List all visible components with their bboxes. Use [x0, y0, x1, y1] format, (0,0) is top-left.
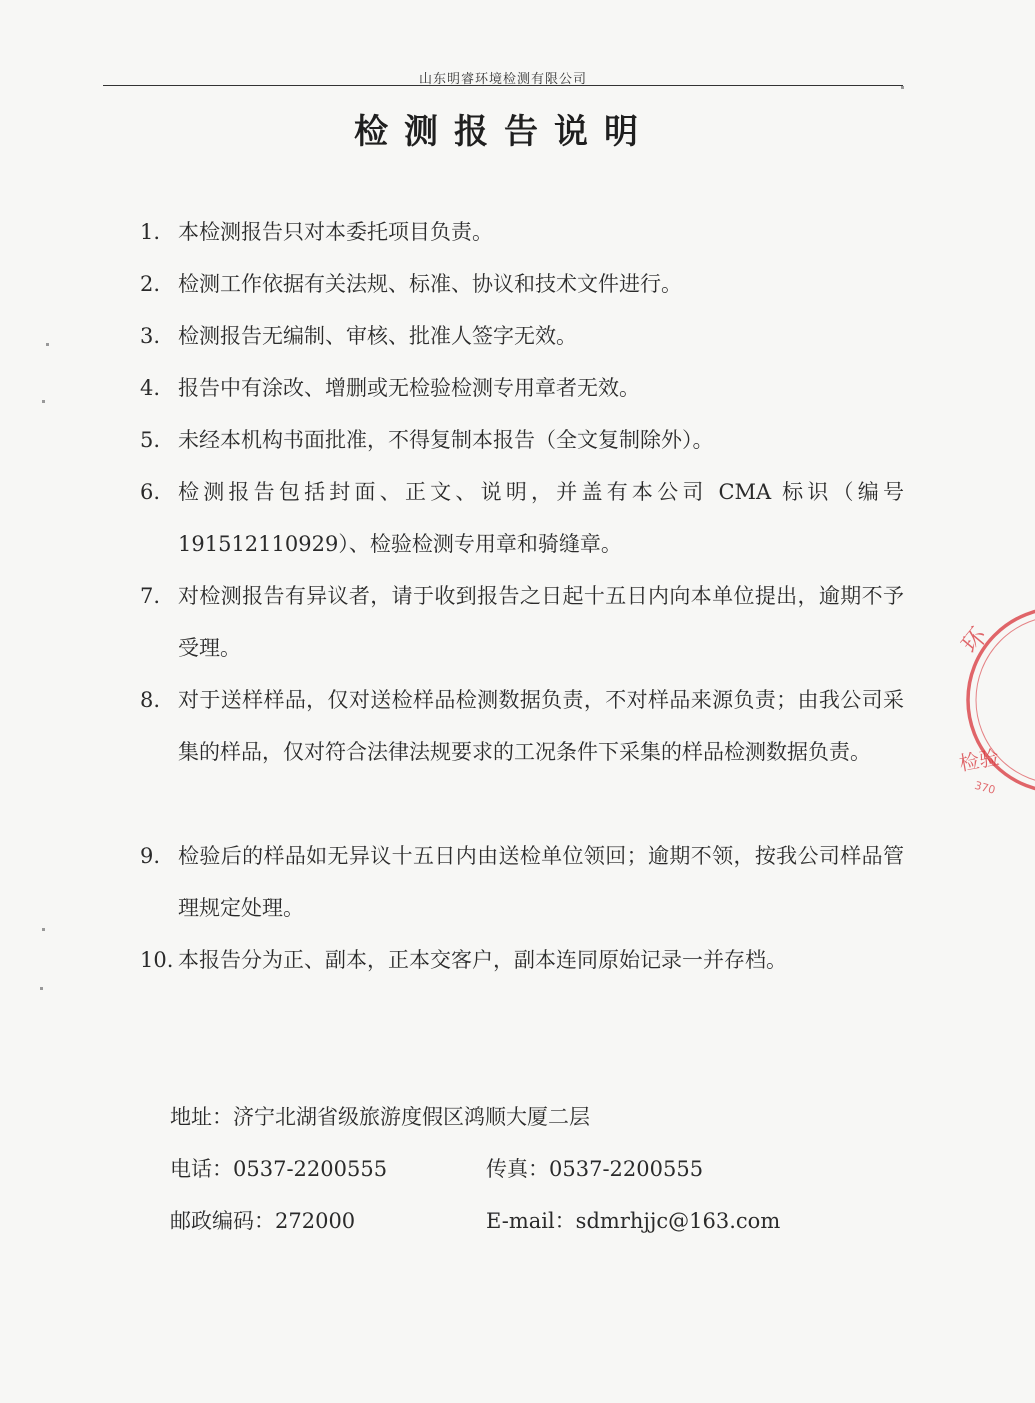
seal-text-num: 370: [973, 778, 997, 797]
list-item: [140, 830, 904, 934]
list-item: [140, 206, 904, 258]
item-text: 检测报告无编制、审核、批准人签字无效。: [178, 324, 577, 348]
item-number: 7.: [140, 584, 161, 608]
item-text: 对检测报告有异议者，请于收到报告之日起十五日内向本单位提出，逾期不予受理。: [178, 584, 904, 660]
list-item: [140, 258, 904, 310]
item-number: 2.: [140, 272, 161, 296]
seal-text-mid: 检验: [957, 744, 1001, 776]
scan-speck: [901, 86, 904, 89]
phone-line: 电话：0537-2200555: [170, 1157, 388, 1181]
list-item: [140, 310, 904, 362]
item-number: 5.: [140, 428, 161, 452]
item-number: 3.: [140, 324, 161, 348]
scan-speck: [40, 987, 43, 990]
scan-speck: [46, 343, 49, 346]
item-text: 检验后的样品如无异议十五日内由送检单位领回；逾期不领，按我公司样品管理规定处理。: [178, 844, 904, 920]
fax-line: 传真：0537-2200555: [486, 1157, 704, 1181]
item-text: 对于送样样品，仅对送检样品检测数据负责，不对样品来源负责；由我公司采集的样品，仅对符合法律法规要求的工况条件下采集的样品检测数据负责。: [178, 688, 904, 764]
list-item: [140, 414, 904, 466]
item-text: 本报告分为正、副本，正本交客户，副本连同原始记录一并存档。: [178, 948, 787, 972]
address-line: 地址：济宁北湖省级旅游度假区鸿顺大厦二层: [170, 1105, 590, 1129]
item-text: 未经本机构书面批准，不得复制本报告（全文复制除外）。: [178, 428, 714, 452]
list-item: [140, 674, 904, 778]
page-title: 检测报告说明: [354, 112, 654, 152]
item-text: 检测报告包括封面、正文、说明，并盖有本公司 CMA 标识（编号191512110929）、检验检测专用章和骑缝章。: [178, 480, 904, 556]
seal-text-top: 环: [955, 622, 993, 659]
header-rule: [103, 85, 903, 86]
list-item: [140, 570, 904, 674]
list-item: [140, 362, 904, 414]
item-number: 10.: [140, 948, 174, 972]
postcode-line: 邮政编码：272000: [170, 1209, 356, 1233]
company-seal-stamp: [955, 600, 1035, 800]
item-number: 1.: [140, 220, 161, 244]
scan-speck: [42, 928, 45, 931]
item-text: 检测工作依据有关法规、标准、协议和技术文件进行。: [178, 272, 682, 296]
item-number: 9.: [140, 844, 161, 868]
list-item: [140, 934, 904, 986]
company-header: 山东明睿环境检测有限公司: [418, 72, 587, 87]
scan-speck: [42, 400, 45, 403]
item-number: 4.: [140, 376, 161, 400]
item-text: 本检测报告只对本委托项目负责。: [178, 220, 493, 244]
item-text: 报告中有涂改、增删或无检验检测专用章者无效。: [178, 376, 640, 400]
item-number: 6.: [140, 480, 161, 504]
email-line: E-mail：sdmrhjjc@163.com: [486, 1209, 781, 1233]
item-number: 8.: [140, 688, 161, 712]
list-item: [140, 466, 904, 570]
